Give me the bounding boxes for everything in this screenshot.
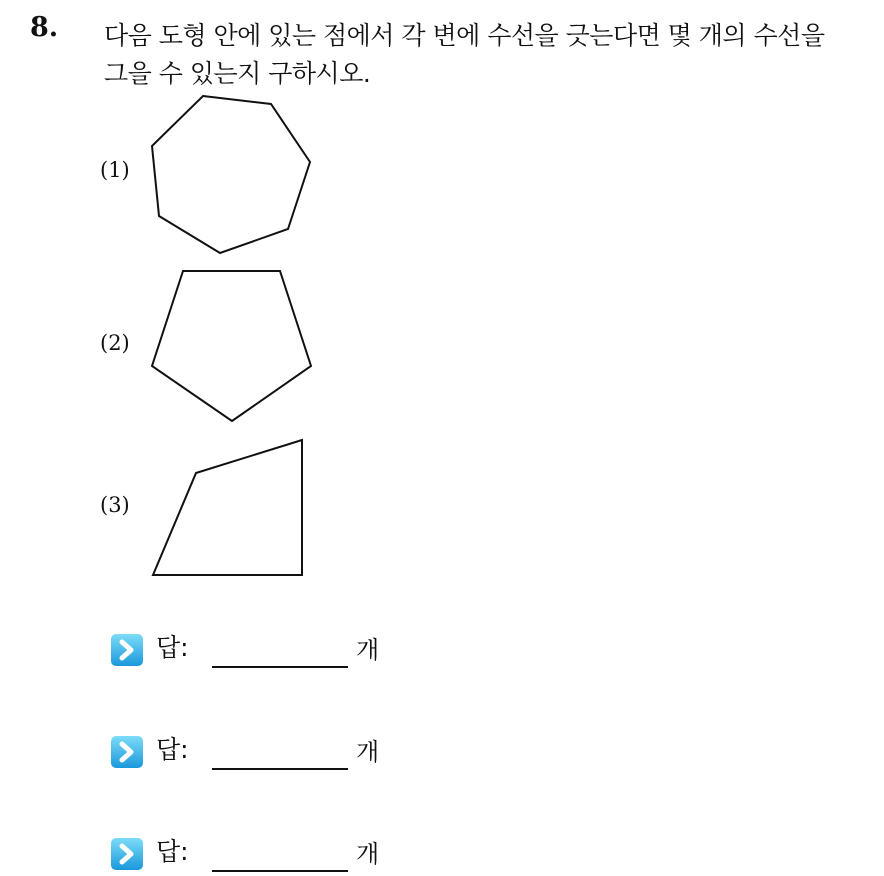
- answer-row-2: [110, 730, 410, 772]
- figure-label-1: (1): [100, 158, 130, 182]
- answer-label: 답:: [156, 735, 189, 764]
- answer-label: 답:: [156, 633, 189, 662]
- chevron-right-icon: [110, 633, 144, 667]
- answer-row-3: [110, 832, 410, 874]
- answer-unit: 개: [356, 636, 380, 664]
- answer-unit: 개: [356, 840, 380, 868]
- question-number: 8.: [30, 12, 59, 43]
- quadrilateral-figure: [153, 440, 302, 575]
- answer-input-2[interactable]: [212, 768, 348, 770]
- answer-label: 답:: [156, 837, 189, 866]
- answer-unit: 개: [356, 738, 380, 766]
- heptagon-figure: [152, 96, 310, 253]
- answer-row-1: [110, 628, 410, 670]
- answer-input-3[interactable]: [212, 870, 348, 872]
- question-text-line-1: 다음 도형 안에 있는 점에서 각 변에 수선을 긋는다면 몇 개의 수선을: [104, 21, 825, 50]
- question-text-line-2: 그을 수 있는지 구하시오.: [104, 59, 371, 88]
- answer-input-1[interactable]: [212, 666, 348, 668]
- chevron-right-icon: [110, 837, 144, 871]
- figure-label-2: (2): [100, 331, 130, 355]
- figure-label-3: (3): [100, 493, 130, 517]
- pentagon-figure: [152, 271, 311, 421]
- chevron-right-icon: [110, 735, 144, 769]
